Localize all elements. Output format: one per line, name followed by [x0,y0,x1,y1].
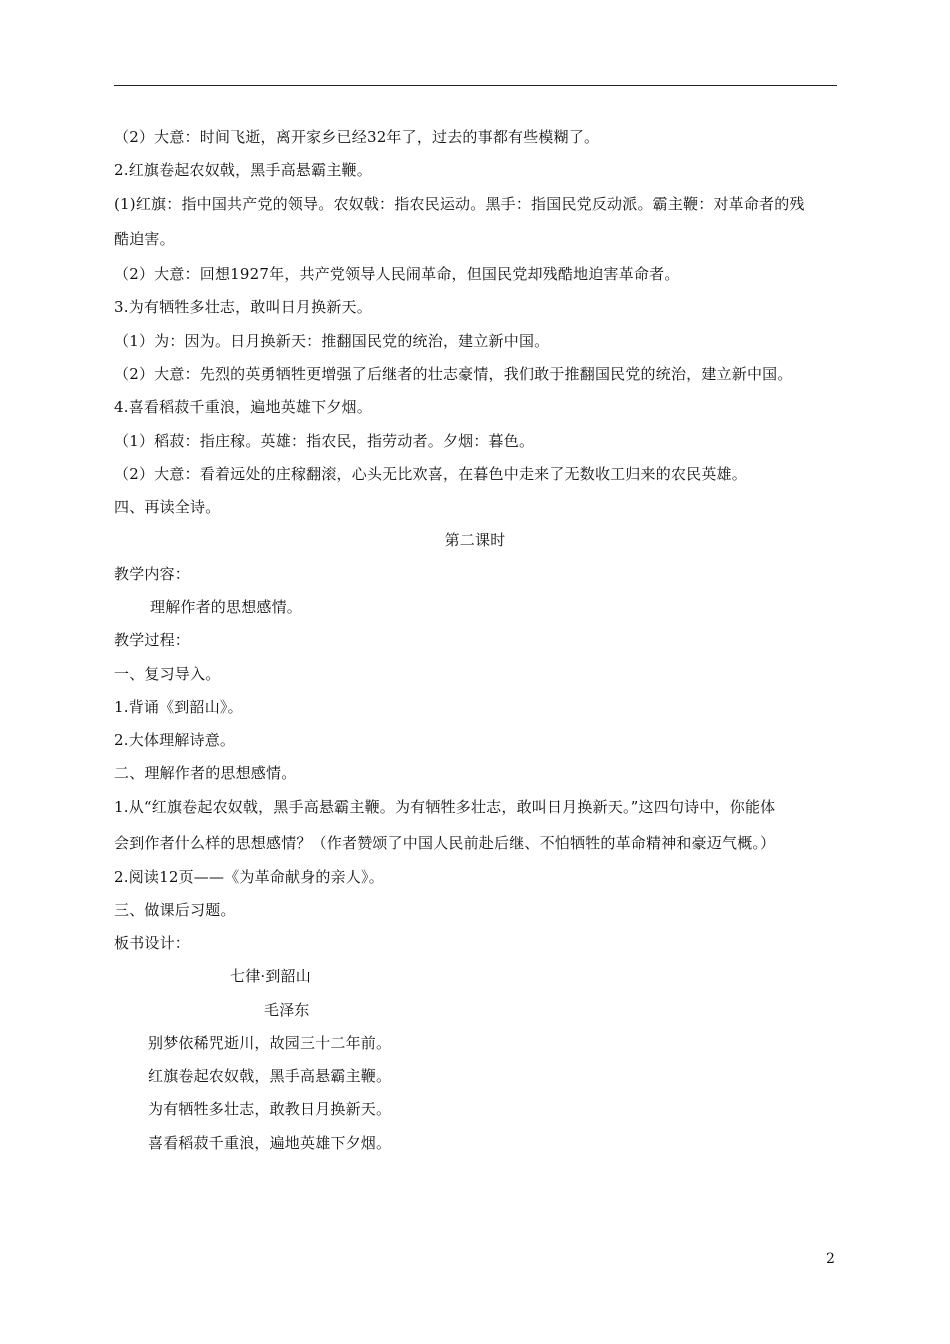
text-line: 1.从“红旗卷起农奴戟，黑手高悬霸主鞭。为有牺牲多壮志，敢叫日月换新天。”这四句诗中，你能体 [114,798,776,816]
text-line: 理解作者的思想感情。 [150,598,303,616]
text-line: （1）稻菽：指庄稼。英雄：指农民，指劳动者。夕烟：暮色。 [114,432,535,450]
text-line: 酷迫害。 [114,230,175,248]
section-heading: 三、做课后习题。 [114,901,236,919]
page-number: 2 [826,1251,835,1267]
text-line: （2）大意：时间飞逝，离开家乡已经32年了，过去的事都有些模糊了。 [114,128,600,146]
section-heading: 二、理解作者的思想感情。 [114,764,297,782]
poem-line: 红旗卷起农奴戟，黑手高悬霸主鞭。 [148,1067,392,1085]
text-line: （2）大意：先烈的英勇牺牲更增强了后继者的壮志豪情，我们敢于推翻国民党的统治，建立新中国。 [114,365,793,383]
poem-author: 毛泽东 [264,1001,310,1019]
label: 教学过程： [114,631,191,649]
label: 教学内容： [114,565,191,583]
poem-line: 为有牺牲多壮志，敢教日月换新天。 [148,1100,392,1118]
poem-title: 七律·到韶山 [230,967,311,985]
text-line: 2.阅读12页——《为革命献身的亲人》。 [114,868,384,886]
text-line: （2）大意：回想1927年，共产党领导人民闹革命，但国民党却残酷地迫害革命者。 [114,265,680,283]
text-line: （2）大意：看着远处的庄稼翻滚，心头无比欢喜，在暮色中走来了无数收工归来的农民英雄。 [114,465,747,483]
text-line: 3.为有牺牲多壮志，敢叫日月换新天。 [114,298,372,316]
poem-line: 喜看稻菽千重浪，遍地英雄下夕烟。 [148,1134,392,1152]
text-line: 会到作者什么样的思想感情？（作者赞颂了中国人民前赴后继、不怕牺牲的革命精神和豪迈气概。） [114,834,776,852]
label: 板书设计： [114,934,191,952]
text-line: 2.大体理解诗意。 [114,731,236,749]
text-line: 1.背诵《到韶山》。 [114,698,243,716]
header-rule [114,85,837,86]
lesson-title: 第二课时 [444,531,506,549]
section-heading: 一、复习导入。 [114,665,221,683]
text-line: 2.红旗卷起农奴戟，黑手高悬霸主鞭。 [114,161,372,179]
text-line: 4.喜看稻菽千重浪，遍地英雄下夕烟。 [114,398,372,416]
section-heading: 四、再读全诗。 [114,498,221,516]
text-line: (1)红旗：指中国共产党的领导。农奴戟：指农民运动。黑手：指国民党反动派。霸主鞭：对革命者的残 [114,195,805,213]
text-line: （1）为：因为。日月换新天：推翻国民党的统治，建立新中国。 [114,332,550,350]
poem-line: 别梦依稀咒逝川，故园三十二年前。 [148,1034,392,1052]
